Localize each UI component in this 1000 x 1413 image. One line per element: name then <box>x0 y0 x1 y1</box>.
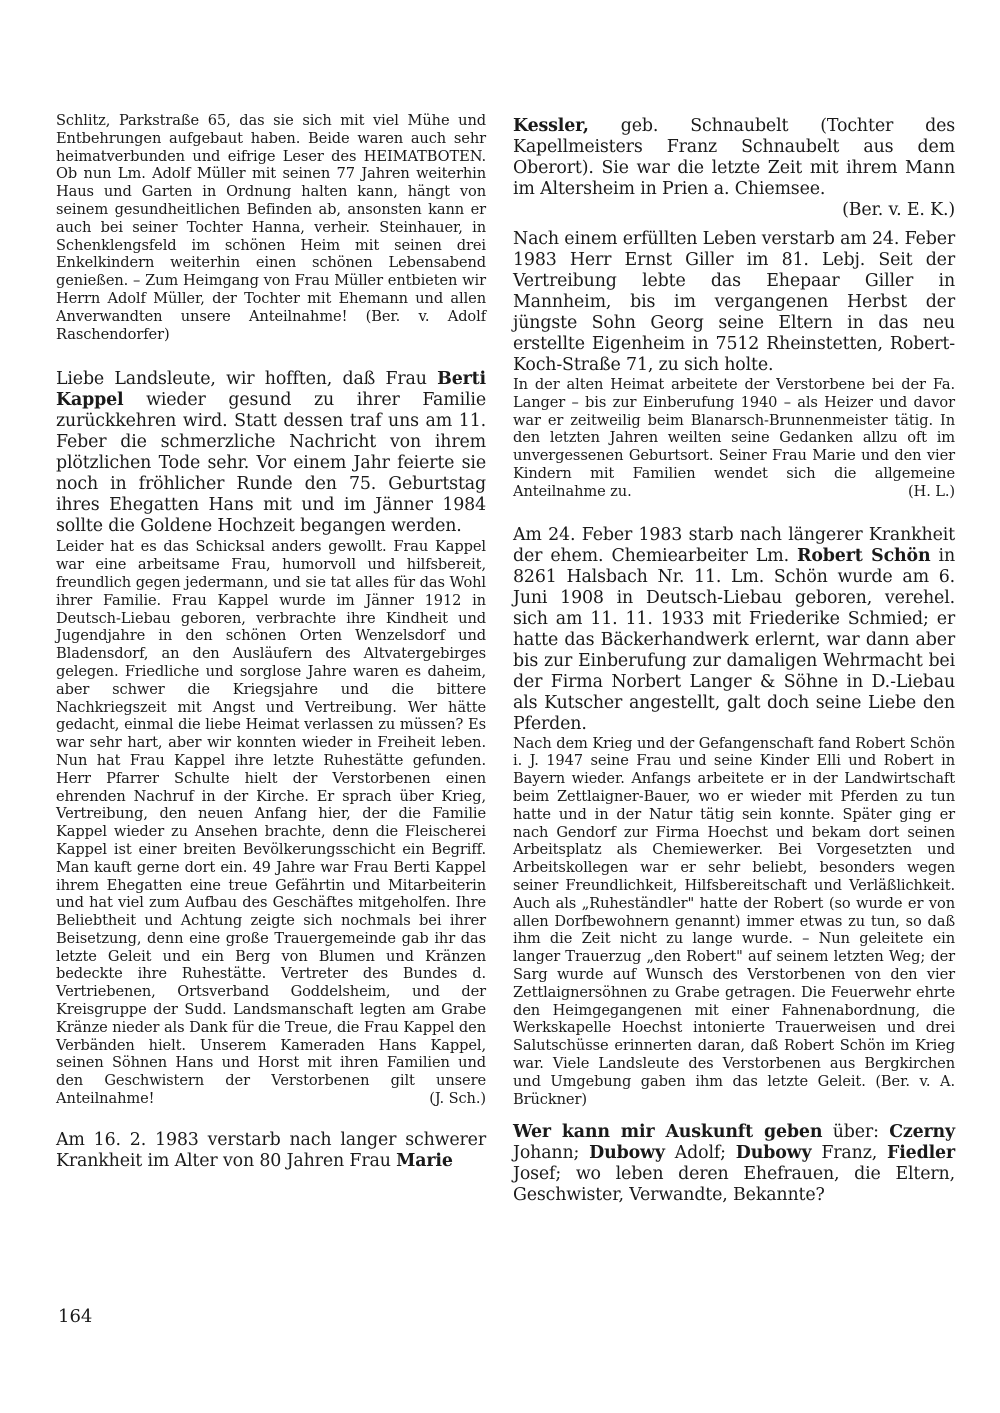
deceased-name-kappel: Berti Kappel <box>56 369 486 411</box>
signature-j-sch: (J. Sch.) <box>429 1090 486 1108</box>
mueller-obituary-end: Schlitz, Parkstraße 65, das sie sich mit viel Mühe und Entbehrungen aufgebaut haben. Beide waren auch sehr heimatverbunden und eifrige Leser des HEIMATBOTEN. Ob nun Lm. Adolf Müller mit seinen 77 Jahren weiterhin Haus und Garten in Ordnung halten kann, hängt von seinem gesundheitlichen Befinden ab, ansonsten kann er auch bei seiner Tochter Hanna, verheir. Steinhauer, in Schenklengsfeld im schönen Heim mit seinen drei Enkelkindern weiterhin einen schönen Lebensabend genießen. – Zum Heimgang von Frau Müller entbieten wir Herrn Adolf Müller, der Tochter mit Ehemann und allen Anverwandten unsere Anteilnahme! (Ber. v. Adolf Raschendorfer) <box>56 112 486 343</box>
schoen-obituary-body: Nach dem Krieg und der Gefangenschaft fand Robert Schön i. J. 1947 seine Frau und seine Kinder Elli und Robert in Bayern wieder. Anfangs arbeitete er in der Landwirtschaft beim Zettlaigner-Bauer, wo er wieder mit Pferden zu tun hatte und in der Natur tätig sein konnte. Später ging er nach Gendorf zur Firma Hoechst und bekam dort seinen Arbeitsplatz als Chemiewerker. Bei Vorgesetzten und Arbeitskollegen war er sehr beliebt, besonders wegen seiner Freundlichkeit, Hilfsbereitschaft und Verläßlichkeit. Auch als „Ruheständler" hatte der Robert (so wurde er von allen Dorfbewohnern genannt) immer etwas zu tun, so daß ihm die Zeit nicht zu lange wurde. – Nun geleitete ein langer Trauerzug „den Robert" auf seinem letzten Weg; der Sarg wurde auf Wunsch des Verstorbenen von den vier Zettlaignersöhnen zu Grabe getragen. Die Feuerwehr ehrte den Heimgegangenen mit einer Fahnenabordnung, die Werkskapelle Hoechst intonierte Trauerweisen und drei Salutschüsse erinnerten daran, daß Robert Schön im Krieg war. Viele Landsleute des Verstorbenen aus Bergkirchen und Umgebung gaben ihm das letzte Geleit. (Ber. v. A. Brückner) <box>513 734 955 1108</box>
kessler-obituary-end: Kessler, geb. Schnaubelt (Tochter des Kapellmeisters Franz Schnaubelt aus dem Oberort). Sie war die letzte Zeit mit ihrem Mann im Altersheim in Prien a. Chiemsee. <box>513 116 955 199</box>
deceased-name-schoen: Robert Schön <box>797 545 931 566</box>
giller-obituary-intro: Nach einem erfüllten Leben verstarb am 24. Feber 1983 Herr Ernst Giller im 81. Lebj. Seit der Vertreibung lebte das Ehepaar Giller in Mannheim, bis im vergangenen Herbst der jüngste Sohn Georg seine Eltern in das neu erstellte Eigenheim in 7512 Rheinstetten, Robert-Koch-Straße 71, zu sich holte. <box>513 229 955 375</box>
marie-obituary-intro: Am 16. 2. 1983 verstarb nach langer schwerer Krankheit im Alter von 80 Jahren Frau Marie <box>56 1129 486 1171</box>
left-column <box>56 112 486 1172</box>
kappel-obituary-intro: Liebe Landsleute, wir hofften, daß Frau Berti Kappel wieder gesund zu ihrer Familie zurückkehren wird. Statt dessen traf uns am 11. Feber die schmerzliche Nachricht von ihrem plötzlichen Tode sehr. Vor einem Jahr feierte sie noch in fröhlicher Runde den 75. Geburtstag ihres Ehegatten Hans mit und im Jänner 1984 sollte die Goldene Hochzeit begangen werden. <box>56 369 486 537</box>
right-column <box>513 116 955 1206</box>
information-request: Wer kann mir Auskunft geben über: Czerny Johann; Dubowy Adolf; Dubowy Franz, Fiedler Josef; wo leben deren Ehefrauen, die Eltern, Geschwister, Verwandte, Bekannte? <box>513 1122 955 1206</box>
kappel-obituary-body: Leider hat es das Schicksal anders gewollt. Frau Kappel war eine arbeitsame Frau, humorvoll und hilfsbereit, freundlich gegen jedermann, und sie tat alles für das Wohl ihrer Familie. Frau Kappel wurde im Jänner 1912 in Deutsch-Liebau geboren, verbrachte ihre Kindheit und Jugendjahre in den schönen Orten Wenzelsdorf und Bladensdorf, an den Ausläufern des Altvatergebirges gelegen. Friedliche und sorglose Jahre waren es daheim, aber schwer die Kriegsjahre und die bittere Nachkriegszeit mit Angst und Vertreibung. Wer hätte gedacht, einmal die liebe Heimat verlassen zu müssen? Es war sehr hart, aber wir konnten wieder in Freiheit leben. Nun hat Frau Kappel ihre letzte Ruhestätte gefunden. Herr Pfarrer Schulte hielt der Verstorbenen einen ehrenden Nachruf in der Kirche. Er sprach über Krieg, Vertreibung, den neuen Anfang hier, der die Familie Kappel wieder zu Ansehen brachte, denn die Fleischerei Kappel ist einer breiten Bevölkerungsschicht ein Begriff. Man kauft gerne dort ein. 49 Jahre war Frau Berti Kappel ihrem Ehegatten eine treue Gefährtin und Mitarbeiterin und hat viel zum Aufbau des Geschäftes mitgeholfen. Ihre Beliebtheit und Achtung zeigte sich nochmals bei ihrer Beisetzung, denn eine große Trauergemeinde gab ihr das letzte Geleit und ein Berg von Blumen und Kränzen bedeckte ihre Ruhestätte. Vertreter des Bundes d. Vertriebenen, Ortsverband Goddelsheim, und der Kreisgruppe der Sudd. Landsmanschaft legten am Grabe Kränze nieder als Dank für die Treue, die Frau Kappel den Verbänden hielt. Unserem Kameraden Hans Kappel, seinen Söhnen Hans und Horst mit ihren Familien und den Geschwistern der Verstorbenen gilt unsere Anteilnahme! (J. Sch.) <box>56 538 486 1108</box>
request-heading: Wer kann mir Auskunft geben <box>513 1122 823 1143</box>
schoen-obituary-intro: Am 24. Feber 1983 starb nach längerer Krankheit der ehem. Chemiearbeiter Lm. Robert Schön in 8261 Halsbach Nr. 11. Lm. Schön wurde am 6. Juni 1908 in Deutsch-Liebau geboren, verehel. sich am 11. 11. 1933 mit Friederike Schmied; er hatte das Bäckerhandwerk erlernt, war dann aber bis zur Einberufung zur damaligen Wehrmacht bei der Firma Norbert Langer & Söhne in D.-Liebau als Kutscher angestellt, galt doch seine Liebe den Pferden. <box>513 524 955 734</box>
page-number: 164 <box>58 1306 93 1327</box>
deceased-name-kessler: Kessler, <box>513 116 589 136</box>
signature-h-l: (H. L.) <box>907 482 955 500</box>
signature-e-k: (Ber. v. E. K.) <box>842 200 955 220</box>
giller-obituary-body: In der alten Heimat arbeitete der Verstorbene bei der Fa. Langer – bis zur Einberufung 1940 – als Heizer und davor war er zeitweilig beim Blanarsch-Brunnenmeister tätig. In den letzten Jahren weilten seine Gedanken allzu oft im unvergessenen Geburtsort. Seiner Frau Marie und den vier Kindern mit Familien wendet sich die allgemeine Anteilnahme zu. (H. L.) <box>513 376 955 500</box>
deceased-name-marie: Marie <box>396 1150 453 1171</box>
